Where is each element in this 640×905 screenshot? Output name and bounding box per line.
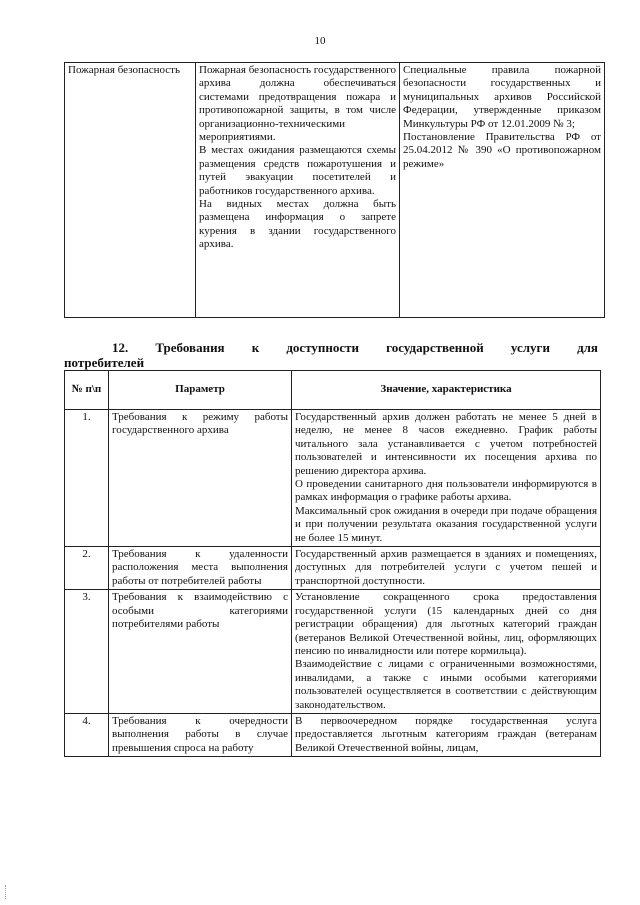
fire-basis-paragraph: Постановление Правительства РФ от 25.04.2012 № 390 «О противопожарном режиме» (403, 131, 601, 170)
row-parameter: Требования к взаимодействию с особыми категориями потребителями работы (109, 590, 292, 714)
fire-safety-table (64, 62, 605, 318)
table-row (65, 547, 601, 590)
fire-basis-cell (400, 63, 605, 318)
page-number: 10 (314, 35, 326, 47)
row-value-paragraph: Государственный архив размещается в зданиях и помещениях, доступных для потребителей услуги с учетом пешей и транспортной доступности. (295, 548, 597, 587)
row-value-paragraph: Государственный архив должен работать не менее 5 дней в неделю, не менее 8 часов ежедневно. График работы читального зала устанавливается с учетом потребностей пользователей и интенсивности их посещения архива по решению директора архива. (295, 411, 597, 477)
table-row (65, 63, 605, 318)
heading-word: услуги (510, 340, 550, 355)
section-heading-line1 (64, 340, 598, 355)
heading-word: для (577, 340, 598, 355)
fire-value-paragraph: На видных местах должна быть размещена информация о запрете курения в здании государственного архива. (199, 198, 396, 251)
fire-value-paragraph: В местах ожидания размещаются схемы размещения средств пожаротушения и путей эвакуации посетителей и работников государственного архива. (199, 144, 396, 197)
row-value-paragraph: О проведении санитарного дня пользователи информируются в рамках информация о графике работы архива. (295, 478, 597, 504)
row-number: 4. (65, 713, 109, 756)
heading-word: доступности (286, 340, 360, 355)
section-heading-line2: потребителей (64, 355, 145, 370)
fire-value-paragraph: Пожарная безопасность государственного архива должна обеспечиваться системами предотвращения пожара и противопожарной защиты, в том числе организационно-техническими мероприятиями. (199, 64, 396, 144)
table-row (65, 590, 601, 714)
section-heading (64, 340, 598, 370)
row-value-paragraph: Установление сокращенного срока предоставления государственной услуги (15 календарных дней со дня регистрации обращения) для льготных категорий граждан (ветеранов Великой Отечественной войны, лиц, оформляющих пенсию по инвалидности или потере кормильца). (295, 591, 597, 657)
fire-value-cell (196, 63, 400, 318)
fire-parameter-cell: Пожарная безопасность (65, 63, 196, 318)
row-value (292, 713, 601, 756)
row-parameter: Требования к удаленности расположения места выполнения работы от потребителей работы (109, 547, 292, 590)
heading-word: государственной (386, 340, 484, 355)
row-value-paragraph: Максимальный срок ожидания в очереди при подаче обращения и при получении результата оказания государственной услуги не более 15 минут. (295, 504, 597, 544)
row-value (292, 590, 601, 714)
row-number: 2. (65, 547, 109, 590)
header-num: № п\п (65, 371, 109, 410)
fire-basis-paragraph: Специальные правила пожарной безопасности государственных и муниципальных архивов Российской Федерации, утвержденные приказом Минкультуры РФ от 12.01.2009 № 3; (403, 64, 601, 130)
header-value: Значение, характеристика (292, 371, 601, 410)
heading-word: Требования (155, 340, 225, 355)
header-parameter: Параметр (109, 371, 292, 410)
scan-margin-mark (5, 885, 6, 899)
heading-word: 12. (112, 340, 129, 355)
row-parameter: Требования к режиму работы государственного архива (109, 410, 292, 547)
row-value-paragraph: Взаимодействие с лицами с ограниченными возможностями, инвалидами, а также с иными особыми категориями пользователей осуществляется в соответствии с действующим законодательством. (295, 658, 597, 711)
table-header-row (65, 371, 601, 410)
table-row (65, 713, 601, 756)
row-number: 1. (65, 410, 109, 547)
row-value (292, 547, 601, 590)
table-row (65, 410, 601, 547)
row-number: 3. (65, 590, 109, 714)
heading-word: к (251, 340, 260, 355)
row-value (292, 410, 601, 547)
requirements-table (64, 370, 601, 757)
row-value-paragraph: В первоочередном порядке государственная услуга предоставляется льготным категориям граждан (ветеранам Великой Отечественной войны, лицам, (295, 714, 597, 754)
row-parameter: Требования к очередности выполнения работы в случае превышения спроса на работу (109, 713, 292, 756)
